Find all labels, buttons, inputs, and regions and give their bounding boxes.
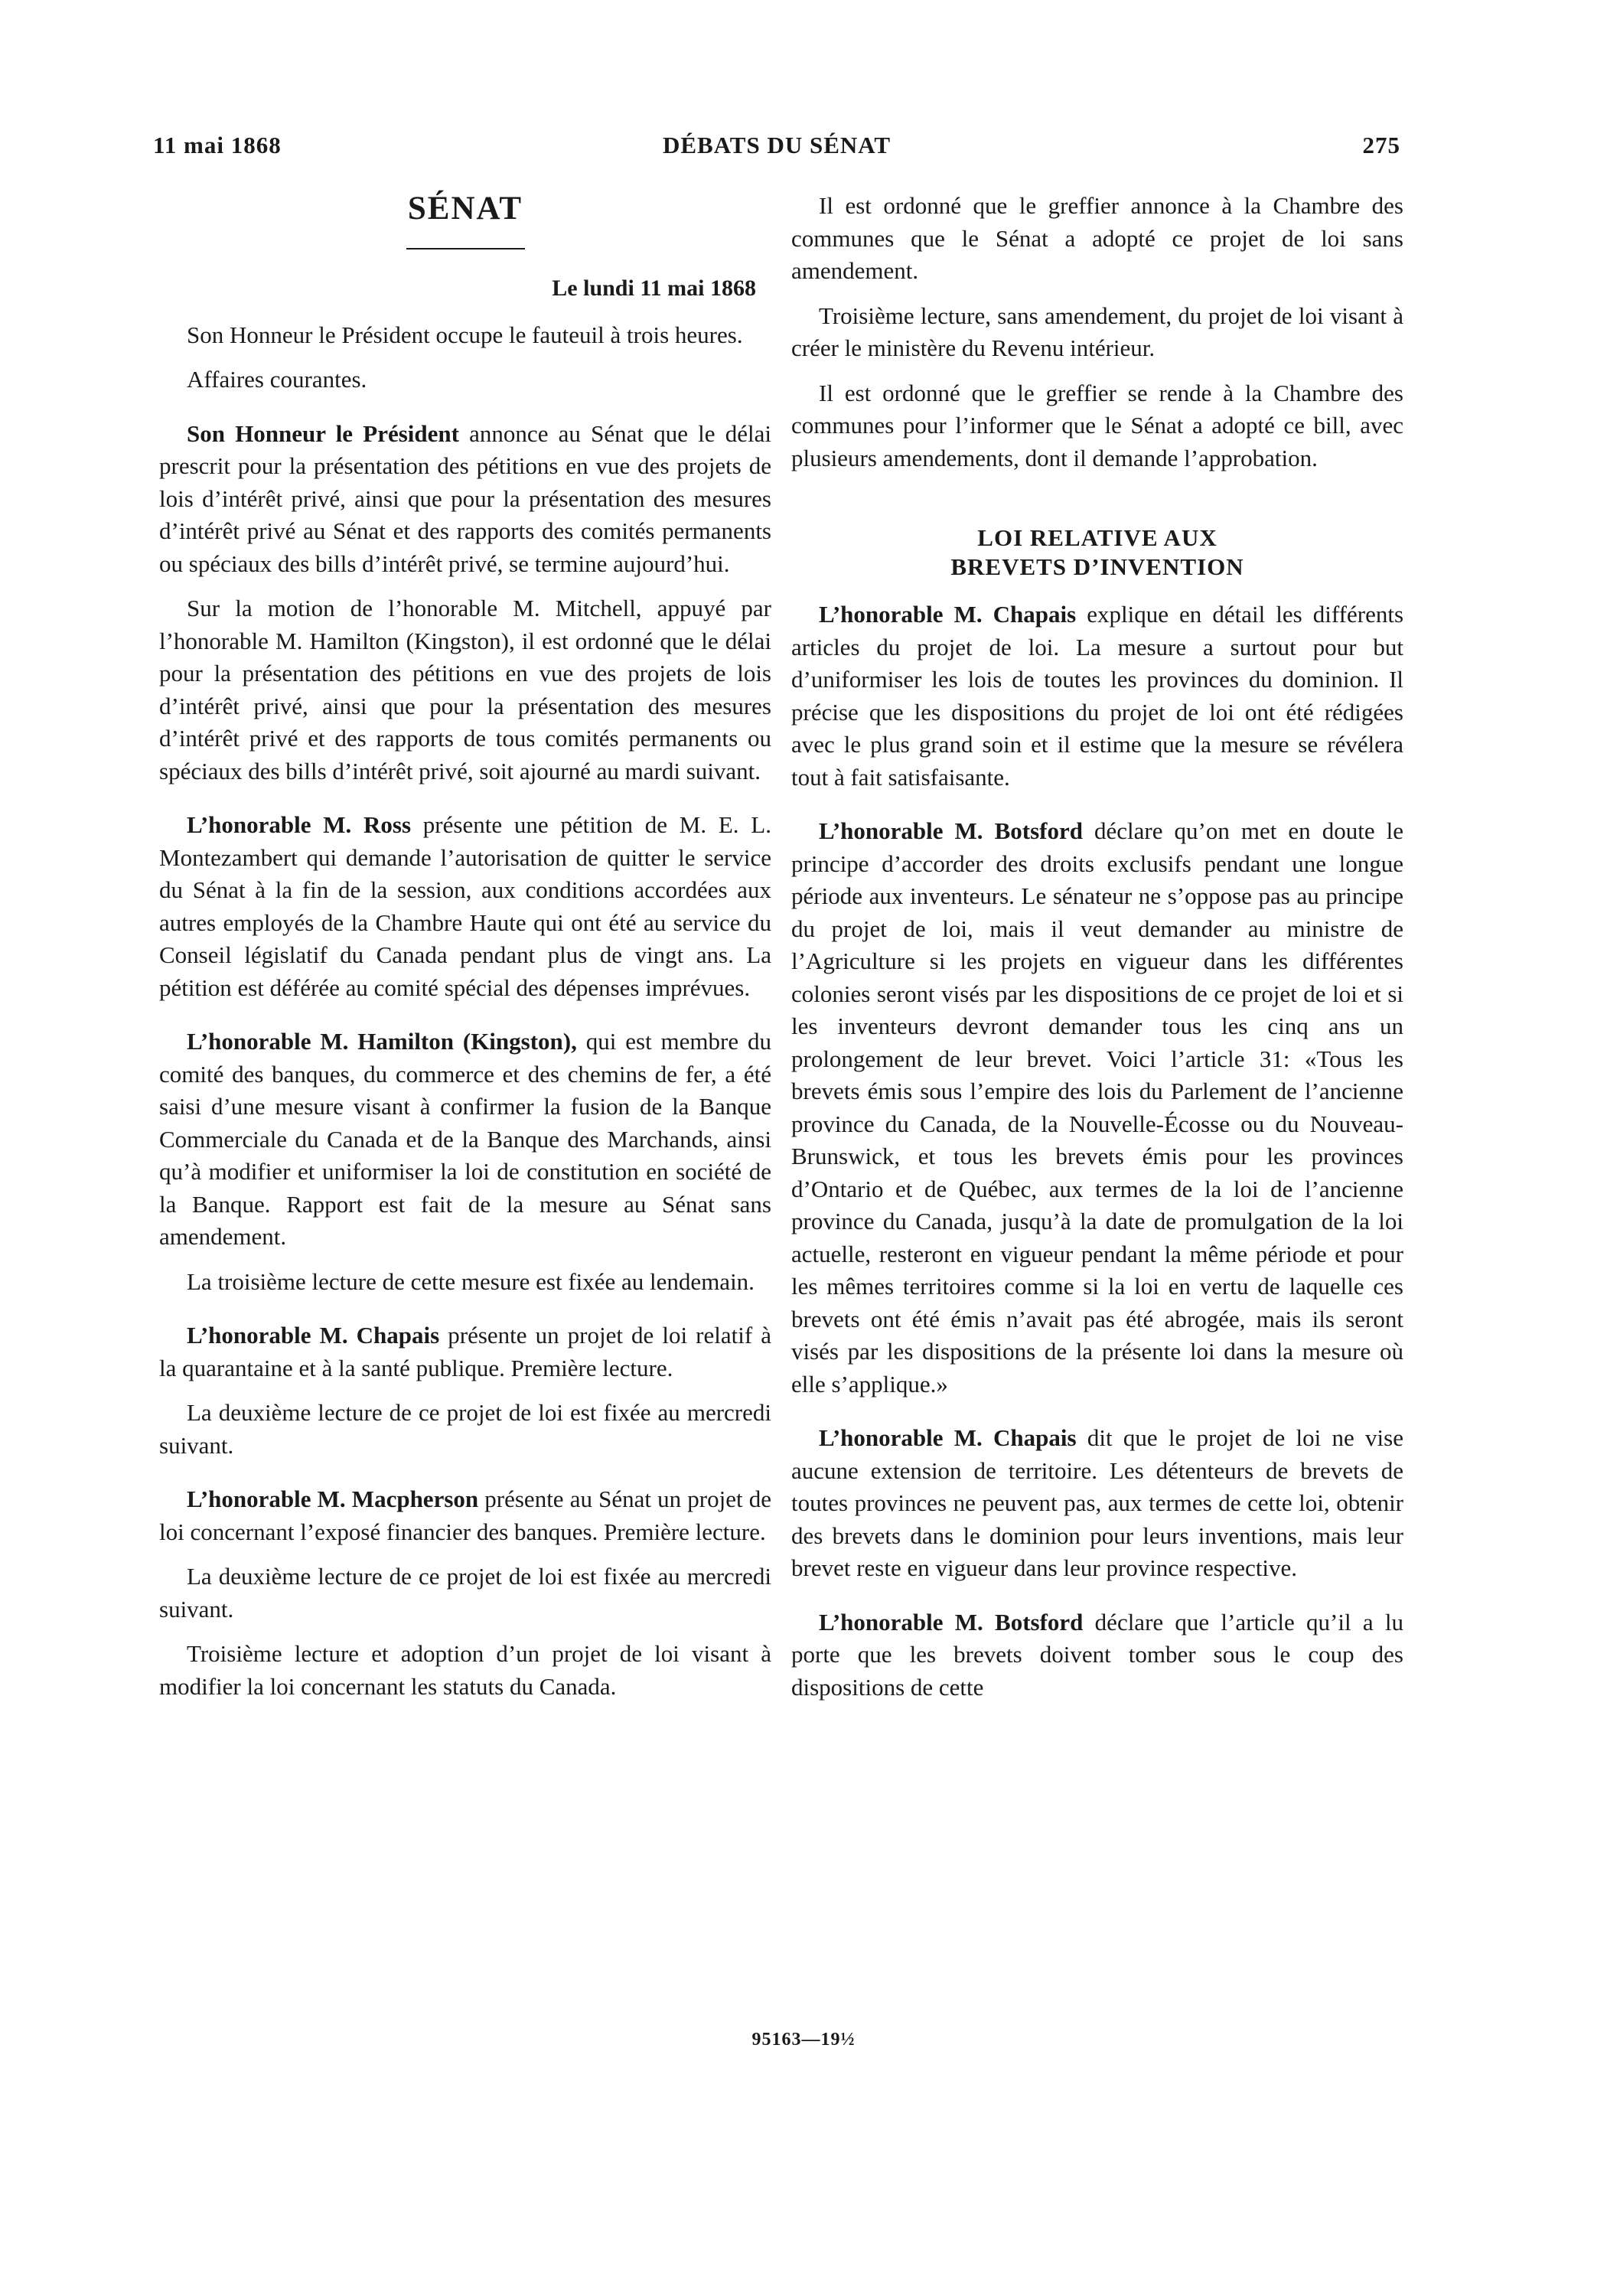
senate-title: SÉNAT bbox=[407, 191, 523, 227]
paragraph bbox=[791, 815, 1403, 1401]
paragraph bbox=[159, 418, 771, 581]
paragraph bbox=[159, 1319, 771, 1384]
paragraph bbox=[159, 1026, 771, 1254]
section-heading-line: LOI RELATIVE AUX bbox=[977, 524, 1217, 551]
paragraph: La troisième lecture de cette mesure est fixée au lendemain. bbox=[187, 1267, 755, 1295]
right-column bbox=[791, 190, 1403, 1716]
paragraph-text: déclare qu’on met en doute le principe d’accorder des droits exclusifs pendant une longue période aux inventeurs. Le sénateur ne s’oppose pas au principe du projet de loi, mais il veut demander au ministre de l’Agriculture si les projets en vigueur dans les différentes colonies seront visés par les dispositions de ce projet de loi et si les inventeurs devront demander tous les cinq ans un prolongement de leur brevet. Voici l’article 31: «Tous les brevets émis sous l’empire des lois du Parlement de l’ancienne province du Canada, de la Nouvelle-Écosse ou du Nouveau-Brunswick, et tous les brevets émis pour les provinces d’Ontario et de Québec, aux termes de la loi de l’ancienne province du Canada, jusqu’à la date de promulgation de la loi actuelle, resteront en vigueur pendant la même période et pour les mêmes territoires comme si la loi en vertu de laquelle ces brevets ont été émis n’avait pas été abrogée, mais ils seront visés par les dispositions de la présente loi dans la mesure où elle s’applique.» bbox=[791, 817, 1403, 1397]
paragraph-text: présente une pétition de M. E. L. Montezambert qui demande l’autorisation de quitter le service du Sénat à la fin de la session, aux conditions accordées aux autres employés de la Chambre Haute qui ont été au service du Conseil législatif du Canada pendant plus de vingt ans. La pétition est déférée au comité spécial des dépenses imprévues. bbox=[159, 811, 771, 1001]
paragraph: Son Honneur le Président occupe le fauteuil à trois heures. bbox=[187, 321, 743, 348]
paragraph-text: présente un projet de loi relatif à la quarantaine et à la santé publique. Première lecture. bbox=[159, 1322, 771, 1381]
paragraph-text: explique en détail les différents articles du projet de loi. La mesure a surtout pour but d’uniformiser les lois de toutes les provinces du dominion. Il précise que les dispositions du projet de loi ont été rédigées avec le plus grand soin et il estime que la mesure se révélera tout à fait satisfaisante. bbox=[791, 601, 1404, 791]
paragraph: Troisième lecture, sans amendement, du projet de loi visant à créer le ministère du Revenu intérieur. bbox=[791, 302, 1403, 361]
paragraph-text: annonce au Sénat que le délai prescrit pour la présentation des pétitions en vue des projets de lois d’intérêt privé, ainsi que pour la présentation des mesures d’intérêt privé au Sénat et des rapports des comités permanents ou spéciaux des bills d’intérêt privé, se termine aujourd’hui. bbox=[159, 419, 771, 577]
paragraph: Troisième lecture et adoption d’un projet de loi visant à modifier la loi concernant les statuts du Canada. bbox=[159, 1640, 771, 1700]
paragraph-text: présente au Sénat un projet de loi concernant l’exposé financier des banques. Première lecture. bbox=[159, 1486, 771, 1545]
paragraph-text: déclare que l’article qu’il a lu porte que les brevets doivent tomber sous le coup des dispositions de cette bbox=[791, 1608, 1403, 1701]
running-header bbox=[153, 132, 1400, 162]
section-heading-line: BREVETS D’INVENTION bbox=[950, 553, 1244, 580]
paragraph bbox=[791, 598, 1403, 794]
printer-code: 95163—19½ bbox=[751, 2030, 856, 2050]
title-rule bbox=[406, 248, 525, 249]
speaker-name: L’honorable M. Hamilton (Kingston), bbox=[187, 1028, 577, 1055]
paragraph: La deuxième lecture de ce projet de loi est fixée au mercredi suivant. bbox=[159, 1399, 771, 1459]
paragraph bbox=[159, 809, 771, 1004]
speaker-name: Son Honneur le Président bbox=[187, 419, 459, 447]
left-column bbox=[159, 190, 771, 1715]
paragraph: La deuxième lecture de ce projet de loi est fixée au mercredi suivant. bbox=[159, 1563, 771, 1623]
section-heading bbox=[791, 523, 1403, 582]
sitting-date: Le lundi 11 mai 1868 bbox=[552, 276, 756, 301]
paragraph: Il est ordonné que le greffier annonce à la Chambre des communes que le Sénat a adopté ce projet de loi sans amendement. bbox=[791, 192, 1403, 284]
paragraph: Affaires courantes. bbox=[187, 366, 367, 393]
speaker-name: L’honorable M. Botsford bbox=[819, 1608, 1084, 1636]
speaker-name: L’honorable M. Macpherson bbox=[187, 1486, 479, 1512]
paragraph-text: qui est membre du comité des banques, du commerce et des chemins de fer, a été saisi d’une mesure visant à confirmer la fusion de la Banque Commerciale du Canada et de la Banque des Marchands, ainsi qu’à modifier et uniformiser la loi de constitution en société de la Banque. Rapport est fait de la mesure au Sénat sans amendement. bbox=[159, 1028, 772, 1250]
paragraph: Il est ordonné que le greffier se rende à la Chambre des communes pour l’informer que le Sénat a adopté ce bill, avec plusieurs amendements, dont il demande l’approbation. bbox=[791, 379, 1403, 471]
paragraph bbox=[159, 1483, 771, 1548]
paragraph bbox=[791, 1422, 1403, 1585]
paragraph: Sur la motion de l’honorable M. Mitchell, appuyé par l’honorable M. Hamilton (Kingston), il est ordonné que le délai pour la présentation des pétitions en vue des projets de lois d’intérêt privé, ainsi que pour la présentation des mesures d’intérêt privé et des rapports de tous comités permanents ou spéciaux des bills d’intérêt privé, soit ajourné au mardi suivant. bbox=[159, 595, 771, 784]
page-number: 275 bbox=[1362, 132, 1400, 158]
speaker-name: L’honorable M. Botsford bbox=[819, 817, 1083, 844]
header-date: 11 mai 1868 bbox=[153, 132, 282, 158]
speaker-name: L’honorable M. Chapais bbox=[819, 601, 1077, 628]
speaker-name: L’honorable M. Chapais bbox=[187, 1322, 440, 1349]
paragraph bbox=[791, 1606, 1403, 1704]
speaker-name: L’honorable M. Ross bbox=[187, 811, 412, 838]
header-title: DÉBATS DU SÉNAT bbox=[662, 132, 892, 158]
speaker-name: L’honorable M. Chapais bbox=[819, 1424, 1077, 1451]
paragraph-text: dit que le projet de loi ne vise aucune extension de territoire. Les détenteurs de brevets de toutes provinces ne peuvent pas, aux termes de cette loi, obtenir des brevets dans le dominion pour leurs inventions, mais leur brevet reste en vigueur dans leur province respective. bbox=[791, 1424, 1403, 1581]
